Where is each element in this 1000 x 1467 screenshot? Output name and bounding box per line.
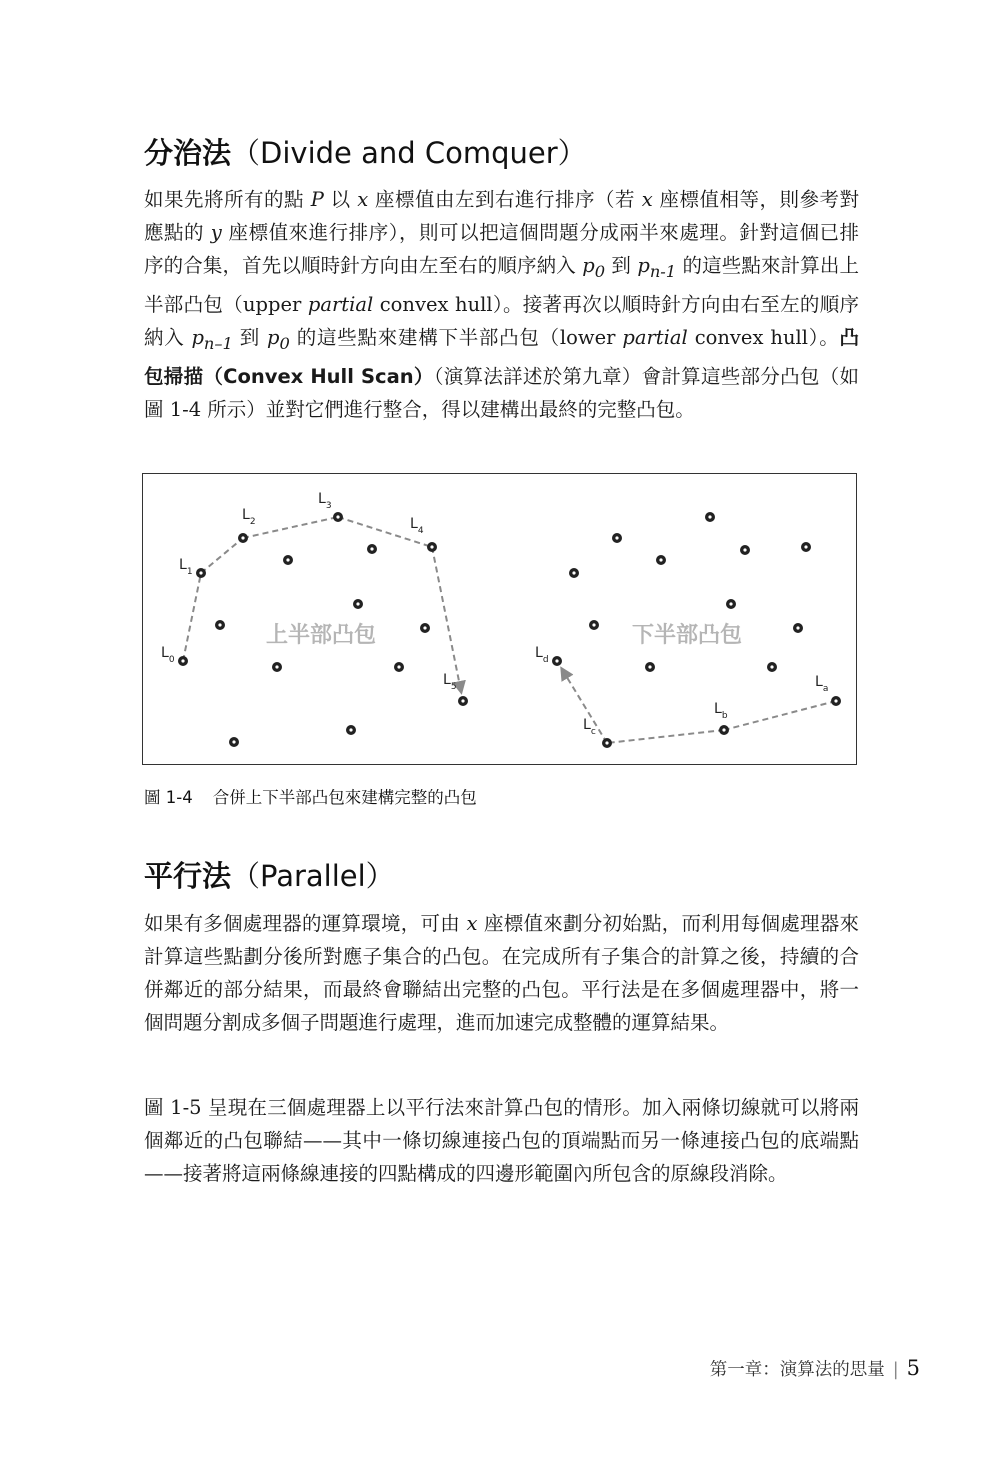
point bbox=[420, 623, 430, 633]
point bbox=[346, 725, 356, 735]
hull-point-l5 bbox=[458, 696, 468, 706]
figure-caption bbox=[144, 784, 477, 808]
hull-point-l2 bbox=[238, 533, 248, 543]
point bbox=[229, 737, 239, 747]
section-title-parallel: 平行法（Parallel） bbox=[144, 859, 395, 893]
point bbox=[801, 542, 811, 552]
point bbox=[394, 662, 404, 672]
point bbox=[272, 662, 282, 672]
point bbox=[645, 662, 655, 672]
point bbox=[793, 623, 803, 633]
footer-divider: | bbox=[892, 1360, 899, 1380]
point bbox=[656, 555, 666, 565]
hull-point-lb bbox=[719, 725, 729, 735]
page-footer bbox=[710, 1356, 920, 1381]
hull-point-l0 bbox=[178, 656, 188, 666]
point bbox=[215, 620, 225, 630]
upper-hull-edge bbox=[183, 573, 201, 661]
lower-hull-label: 下半部凸包 bbox=[631, 623, 743, 648]
point bbox=[612, 533, 622, 543]
upper-hull-label: 上半部凸包 bbox=[265, 623, 377, 648]
lower-hull-edge bbox=[724, 701, 836, 730]
point bbox=[283, 555, 293, 565]
hull-point-label-l5: $L_5$ bbox=[443, 672, 457, 692]
point bbox=[569, 568, 579, 578]
hull-point-ld bbox=[552, 656, 562, 666]
figure-number: 圖 1-4 bbox=[144, 788, 193, 807]
hull-point-label-lc: $L_c$ bbox=[583, 717, 596, 737]
point bbox=[353, 599, 363, 609]
upper-hull-edge bbox=[201, 538, 243, 573]
upper-hull-edge bbox=[432, 547, 461, 692]
point bbox=[726, 599, 736, 609]
upper-hull-edge bbox=[243, 517, 338, 538]
hull-point-label-l2: $L_2$ bbox=[242, 507, 256, 527]
point bbox=[767, 662, 777, 672]
section-title-divide: 分治法（Divide and Comquer） bbox=[144, 136, 587, 170]
point bbox=[367, 544, 377, 554]
lower-hull-edge bbox=[607, 730, 724, 743]
hull-point-l4 bbox=[427, 542, 437, 552]
hull-point-label-l0: $L_0$ bbox=[161, 645, 175, 665]
page-number: 5 bbox=[906, 1356, 920, 1380]
chapter-title: 第一章：演算法的思量 bbox=[709, 1360, 885, 1380]
hull-point-label-lb: $L_b$ bbox=[714, 701, 728, 721]
point bbox=[705, 512, 715, 522]
hull-point-la bbox=[831, 696, 841, 706]
figure-caption-text: 合併上下半部凸包來建構完整的凸包 bbox=[212, 788, 477, 807]
convex-hull-diagram bbox=[143, 474, 858, 766]
hull-point-label-l3: $L_3$ bbox=[318, 491, 332, 511]
hull-point-label-ld: $L_d$ bbox=[535, 645, 549, 665]
hull-point-label-l1: $L_1$ bbox=[179, 557, 193, 577]
hull-point-lc bbox=[602, 738, 612, 748]
hull-point-l1 bbox=[196, 568, 206, 578]
figure-1-4 bbox=[142, 473, 857, 765]
point bbox=[740, 545, 750, 555]
hull-point-l3 bbox=[333, 512, 343, 522]
hull-point-label-l4: $L_4$ bbox=[410, 516, 424, 536]
hull-point-label-la: $L_a$ bbox=[815, 674, 829, 694]
divide-paragraph: 如果先將所有的點 P 以 x 座標值由左到右進行排序（若 x 座標值相等，則參考對應點的 y 座標值來進行排序），則可以把這個問題分成兩半來處理。針對這個已排序的合集，首先以順時針方向由左至右的順序納入 $p_0$ 到 $p_{n-1}$ 的這些點來計算出上半部凸包（upper partial convex hull）。接著再次以順時針方向由右至左的順序納入 $p_{n-1}$ 到 $p_0$ 的這些點來建構下半部凸包（lower partial convex hull）。凸包掃描（Convex Hull Scan）（演算法詳述於第九章）會計算這些部分凸包（如圖 1-4 所示）並對它們進行整合，得以建構出最終的完整凸包。 bbox=[144, 188, 860, 421]
point bbox=[589, 620, 599, 630]
parallel-paragraph-1: 如果有多個處理器的運算環境，可由 x 座標值來劃分初始點，而利用每個處理器來計算這些點劃分後所對應子集合的凸包。在完成所有子集合的計算之後，持續的合併鄰近的部分結果，而最終會聯結出完整的凸包。平行法是在多個處理器中，將一個問題分割成多個子問題進行處理，進而加速完成整體的運算結果。 bbox=[144, 912, 859, 1034]
parallel-paragraph-2: 圖 1-5 呈現在三個處理器上以平行法來計算凸包的情形。加入兩條切線就可以將兩個鄰近的凸包聯結——其中一條切線連接凸包的頂端點而另一條連接凸包的底端點——接著將這兩條線連接的四點構成的四邊形範圍內所包含的原線段消除。 bbox=[144, 1096, 859, 1185]
convex-hull-scan-term: 凸包掃描（Convex Hull Scan） bbox=[144, 325, 859, 388]
